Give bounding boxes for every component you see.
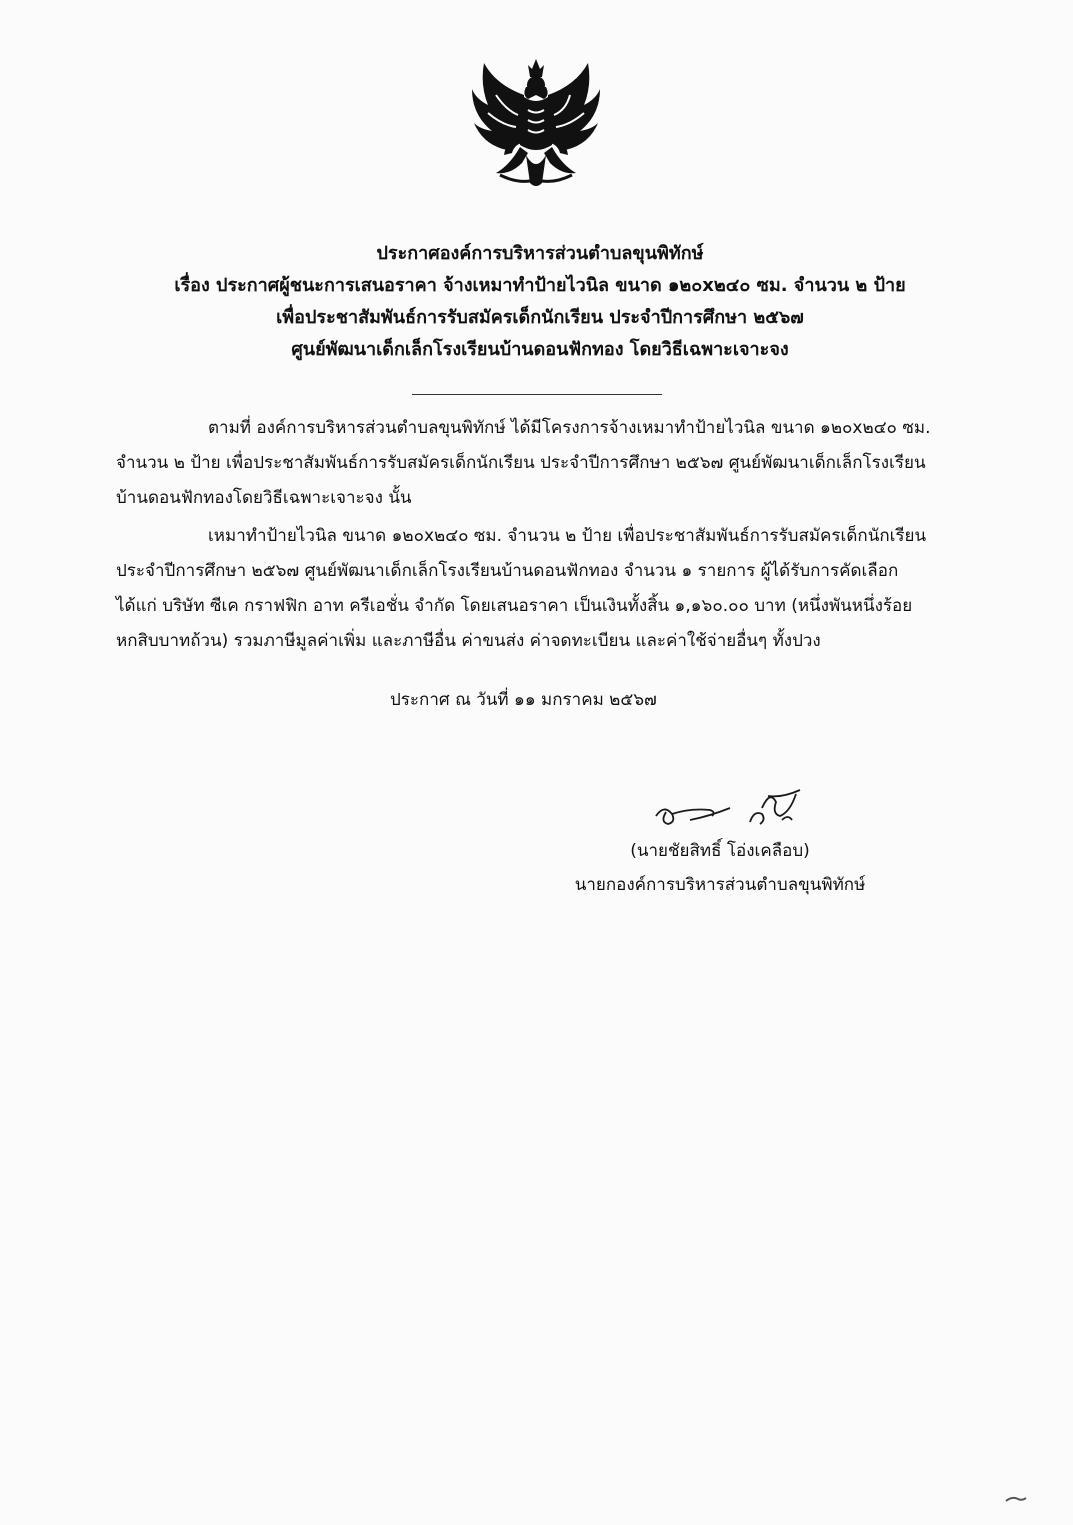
heading-line-purpose: เพื่อประชาสัมพันธ์การรับสมัครเด็กนักเรียน ประจำปีการศึกษา ๒๕๖๗	[276, 307, 804, 328]
signer-name: (นายชัยสิทธิ์ โอ่งเคลือบ)	[630, 841, 810, 861]
paragraph-line: เหมาทำป้ายไวนิล ขนาด ๑๒๐x๒๔๐ ซม. จำนวน ๒ ป้าย เพื่อประชาสัมพันธ์การรับสมัครเด็กนักเรียน	[208, 526, 927, 546]
paragraph-award	[116, 519, 972, 659]
heading-line-org: ประกาศองค์การบริหารส่วนตำบลขุนพิทักษ์	[376, 243, 704, 264]
heading-line-subject: เรื่อง ประกาศผู้ชนะการเสนอราคา จ้างเหมาทำป้ายไวนิล ขนาด ๑๒๐x๒๔๐ ซม. จำนวน ๒ ป้าย	[174, 275, 906, 296]
announcement-heading	[110, 238, 970, 366]
paragraph-line: หกสิบบาทถ้วน) รวมภาษีมูลค่าเพิ่ม และภาษีอื่น ค่าขนส่ง ค่าจดทะเบียน และค่าใช้จ่ายอื่นๆ ทั้งปวง	[116, 631, 821, 651]
paragraph-line: จำนวน ๒ ป้าย เพื่อประชาสัมพันธ์การรับสมัครเด็กนักเรียน ประจำปีการศึกษา ๒๕๖๗ ศูนย์พัฒนาเด็กเล็กโรงเรียน	[116, 453, 926, 473]
heading-line-method: ศูนย์พัฒนาเด็กเล็กโรงเรียนบ้านดอนฟักทอง โดยวิธีเฉพาะเจาะจง	[291, 339, 789, 360]
scan-speck	[1004, 1494, 1028, 1504]
signer-block	[560, 834, 880, 902]
paragraph-line: บ้านดอนฟักทองโดยวิธีเฉพาะเจาะจง นั้น	[116, 488, 412, 508]
announcement-date: ประกาศ ณ วันที่ ๑๑ มกราคม ๒๕๖๗	[390, 690, 657, 710]
garuda-emblem	[466, 55, 606, 190]
paragraph-line: ประจำปีการศึกษา ๒๕๖๗ ศูนย์พัฒนาเด็กเล็กโรงเรียนบ้านดอนฟักทอง จำนวน ๑ รายการ ผู้ได้รับการคัดเลือก	[116, 561, 899, 581]
signer-position: นายกองค์การบริหารส่วนตำบลขุนพิทักษ์	[574, 875, 866, 895]
paragraph-line: ตามที่ องค์การบริหารส่วนตำบลขุนพิทักษ์ ได้มีโครงการจ้างเหมาทำป้ายไวนิล ขนาด ๑๒๐x๒๔๐ ซม.	[208, 418, 931, 438]
heading-divider	[412, 394, 662, 395]
paragraph-line: ได้แก่ บริษัท ซีเค กราฟฟิก อาท ครีเอชั่น จำกัด โดยเสนอราคา เป็นเงินทั้งสิ้น ๑,๑๖๐.๐๐ บาท (หนึ่งพันหนึ่งร้อย	[116, 596, 913, 616]
paragraph-background	[116, 411, 972, 516]
handwritten-signature	[650, 786, 820, 836]
